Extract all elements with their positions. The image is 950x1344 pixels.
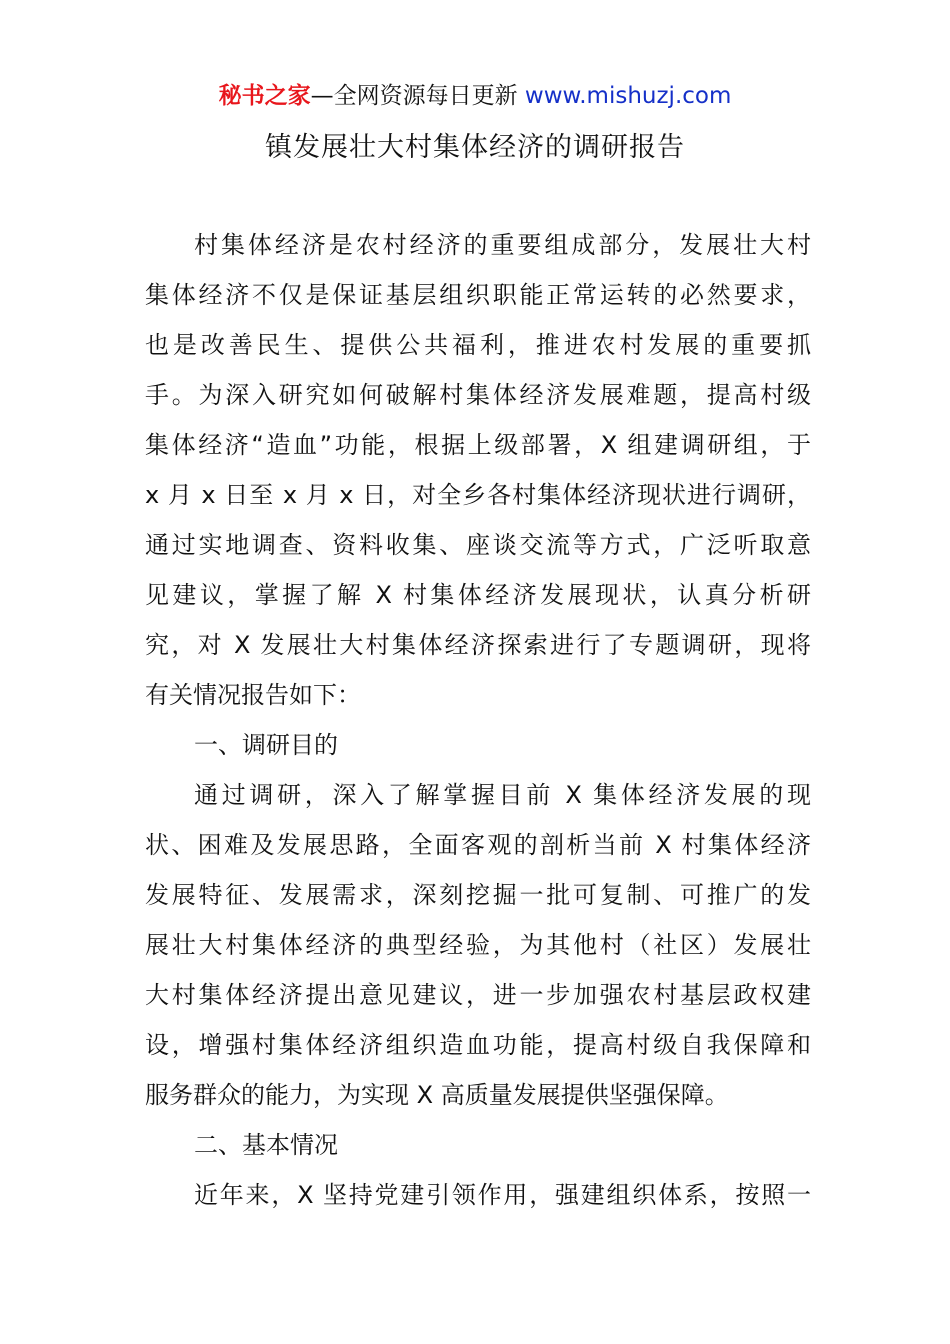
section-heading: 一、调研目的 [194, 731, 338, 759]
paragraph-line: 通过实地调查、资料收集、座谈交流等方式，广泛听取意 [145, 531, 811, 559]
paragraph-line: 设，增强村集体经济组织造血功能，提高村级自我保障和 [145, 1031, 811, 1059]
paragraph-line: 有关情况报告如下： [145, 681, 361, 709]
paragraph-line: 近年来，X 坚持党建引领作用，强建组织体系，按照一 [194, 1181, 811, 1209]
site-brand: 秘书之家 [218, 83, 311, 109]
site-url-link[interactable]: www.mishuzj.com [524, 83, 732, 109]
paragraph-line: 也是改善民生、提供公共福利，推进农村发展的重要抓 [145, 331, 811, 359]
paragraph-line: 状、困难及发展思路，全面客观的剖析当前 X 村集体经济 [145, 831, 811, 859]
paragraph-line: 手。为深入研究如何破解村集体经济发展难题，提高村级 [145, 381, 811, 409]
site-tagline: —全网资源每日更新 [310, 83, 525, 109]
paragraph-line: 大村集体经济提出意见建议，进一步加强农村基层政权建 [145, 981, 811, 1009]
paragraph-line: 集体经济不仅是保证基层组织职能正常运转的必然要求， [145, 281, 811, 309]
document-body [145, 220, 811, 1220]
paragraph-line: 村集体经济是农村经济的重要组成部分，发展壮大村 [194, 231, 811, 259]
paragraph-line: 集体经济“造血”功能，根据上级部署，X 组建调研组，于 [145, 431, 811, 459]
section-heading: 二、基本情况 [194, 1131, 338, 1159]
paragraph-line: 发展特征、发展需求，深刻挖掘一批可复制、可推广的发 [145, 881, 811, 909]
paragraph-line: 服务群众的能力，为实现 X 高质量发展提供坚强保障。 [145, 1081, 729, 1109]
paragraph-line: 究，对 X 发展壮大村集体经济探索进行了专题调研，现将 [145, 631, 811, 659]
paragraph-line: 展壮大村集体经济的典型经验，为其他村（社区）发展壮 [145, 931, 811, 959]
paragraph-line: 见建议，掌握了解 X 村集体经济发展现状，认真分析研 [145, 581, 811, 609]
paragraph-line: 通过调研，深入了解掌握目前 X 集体经济发展的现 [194, 781, 811, 809]
site-header [0, 80, 950, 112]
paragraph-line: x 月 x 日至 x 月 x 日，对全乡各村集体经济现状进行调研， [145, 481, 811, 509]
document-title: 镇发展壮大村集体经济的调研报告 [265, 132, 685, 163]
